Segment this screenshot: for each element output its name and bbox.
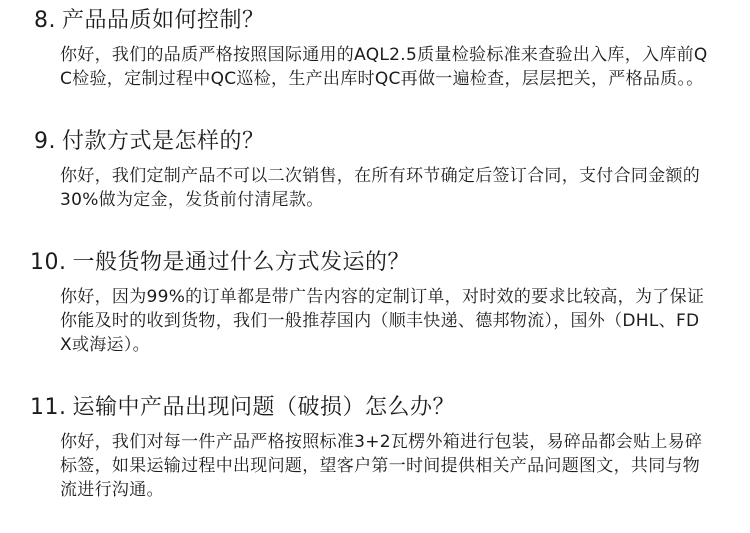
answer-text: 你好，因为99%的订单都是带广告内容的定制订单，对时效的要求比较高，为了保证你能及时的收到货物，我们一般推荐国内（顺丰快递、德邦物流），国外（DHL、FDX或海运）。 [60,287,705,355]
faq-item-11 [0,393,750,502]
question-text: 一般货物是通过什么方式发运的？ [72,250,411,275]
answer-text: 你好，我们对每一件产品严格按照标准3+2瓦楞外箱进行包装，易碎品都会贴上易碎标签，如果运输过程中出现问题，望客户第一时间提供相关产品问题图文，共同与物流进行沟通。 [60,432,703,500]
question-number: 8. [34,8,56,33]
faq-item-10 [0,248,750,357]
question-heading [0,127,750,157]
question-text: 付款方式是怎样的？ [62,129,265,154]
question-text: 运输中产品出现问题（破损）怎么办？ [72,395,456,420]
question-number: 9. [34,129,56,154]
question-number: 11. [30,395,67,420]
question-heading [0,393,750,423]
question-number: 10. [30,250,67,275]
question-heading [0,248,750,278]
answer-text: 你好，我们的品质严格按照国际通用的AQL2.5质量检验标准来查验出入库，入库前QC检验，定制过程中QC巡检，生产出库时QC再做一遍检查，层层把关，严格品质。。 [60,45,708,89]
question-heading [0,6,750,36]
faq-item-9 [0,127,750,212]
answer-text: 你好，我们定制产品不可以二次销售，在所有环节确定后签订合同，支付合同金额的30%做为定金，发货前付清尾款。 [60,166,701,210]
faq-item-8 [0,6,750,91]
question-text: 产品品质如何控制？ [62,8,265,33]
